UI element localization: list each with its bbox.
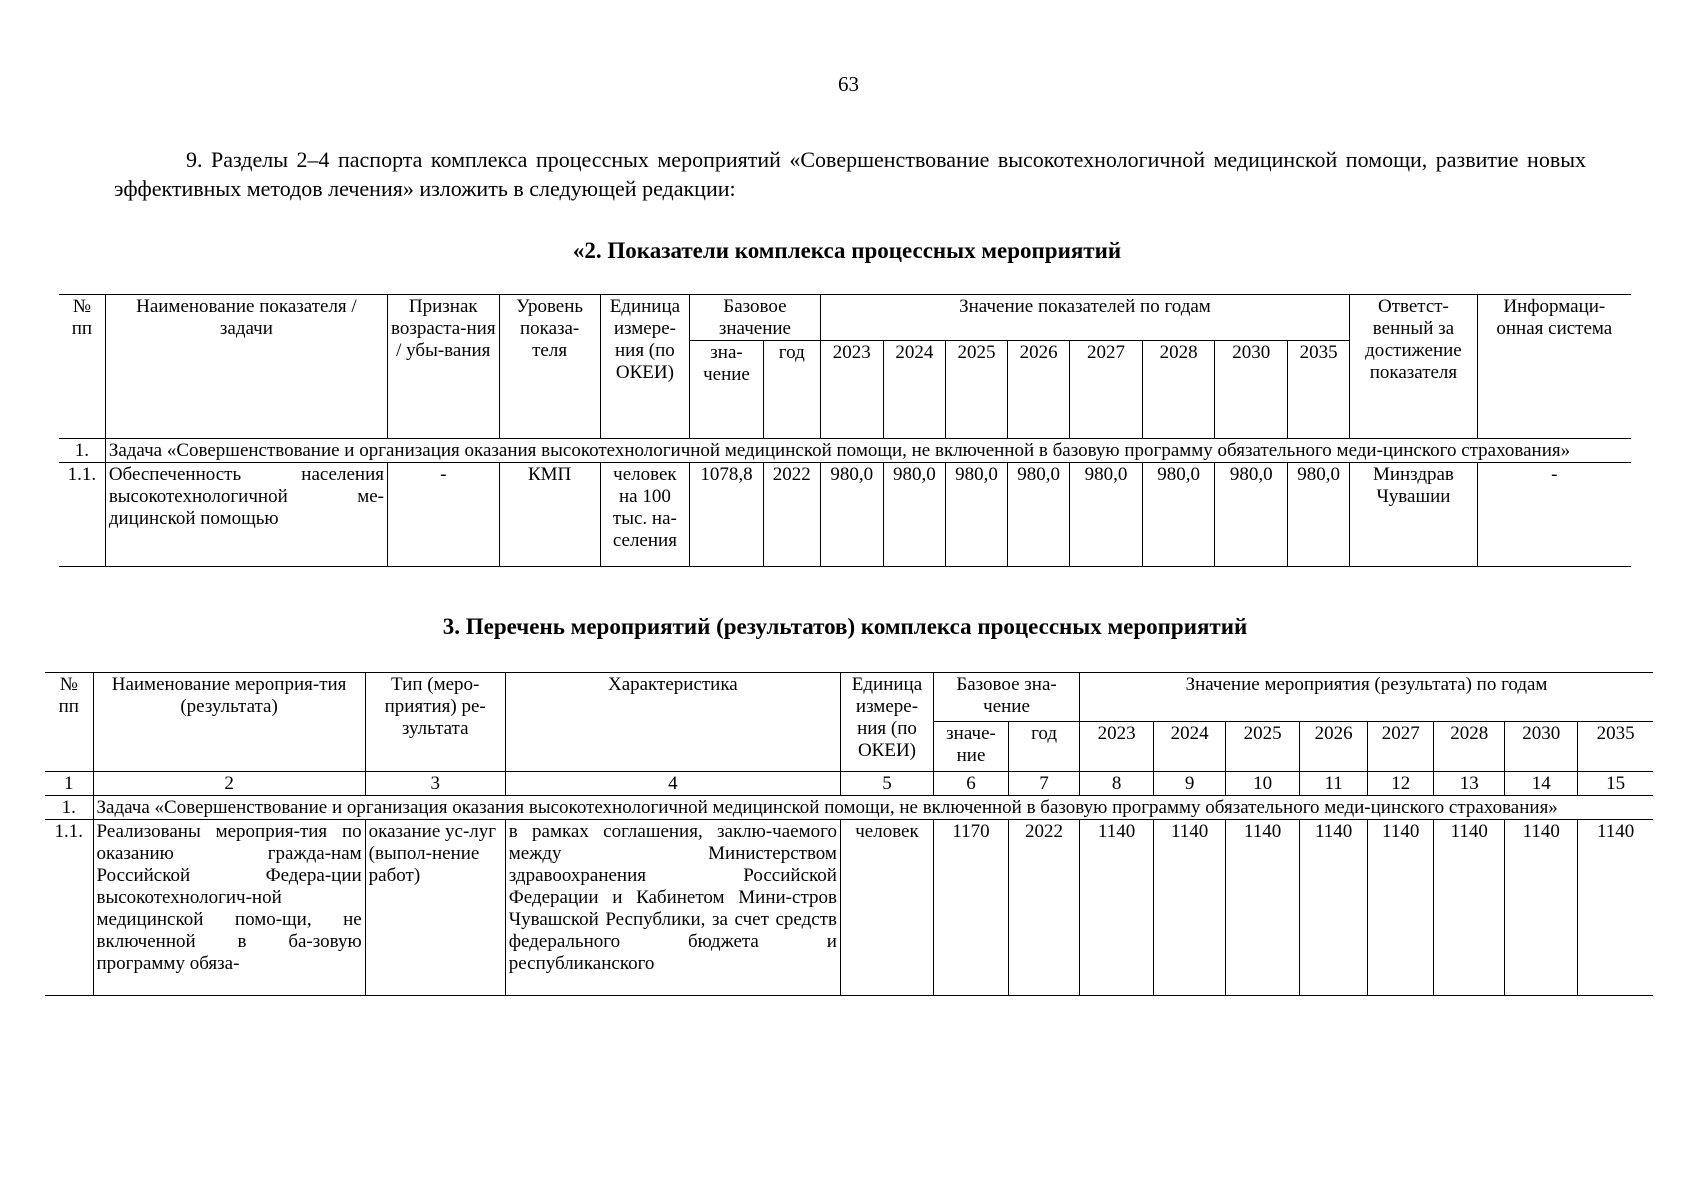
header-year: 2026 bbox=[1300, 722, 1368, 772]
col-number: 5 bbox=[840, 772, 933, 796]
header-year: 2028 bbox=[1434, 722, 1505, 772]
header-info-system: Информаци-онная система bbox=[1477, 295, 1631, 439]
section2-title: «2. Показатели комплекса процессных мероприятий bbox=[572, 238, 1122, 263]
row-value: 1140 bbox=[1505, 820, 1578, 996]
task-text: Задача «Совершенствование и организация оказания высокотехнологичной медицинской помощи, не включенной в базовую программу обязательного меди-цинского страхования» bbox=[93, 796, 1653, 820]
header-year: 2035 bbox=[1288, 341, 1350, 439]
col-number: 3 bbox=[365, 772, 505, 796]
row-value: 980,0 bbox=[1008, 463, 1070, 567]
header-year: 2023 bbox=[820, 341, 883, 439]
header-base-year: год bbox=[763, 341, 820, 439]
header-type: Тип (меро-приятия) ре-зультата bbox=[365, 673, 505, 772]
section3-title: 3. Перечень мероприятий (результатов) комплекса процессных мероприятий bbox=[442, 614, 1248, 639]
header-years-title: Значение показателей по годам bbox=[820, 295, 1350, 341]
header-year: 2025 bbox=[1226, 722, 1300, 772]
task-row bbox=[45, 796, 1653, 820]
header-name: Наименование показателя / задачи bbox=[105, 295, 387, 439]
col-number: 13 bbox=[1434, 772, 1505, 796]
header-responsible: Ответст-венный за достижение показателя bbox=[1350, 295, 1477, 439]
col-number: 8 bbox=[1080, 772, 1154, 796]
row-unit: человек на 100 тыс. на-селения bbox=[600, 463, 689, 567]
row-value: 980,0 bbox=[1288, 463, 1350, 567]
col-number: 4 bbox=[505, 772, 840, 796]
header-base-value: значе-ние bbox=[934, 722, 1009, 772]
row-value: 1140 bbox=[1300, 820, 1368, 996]
intro-paragraph: 9. Разделы 2–4 паспорта комплекса процессных мероприятий «Совершенствование высокотехнологичной медицинской помощи, развитие новых эффективных методов лечения» изложить в следующей редакции: bbox=[114, 147, 1586, 201]
row-name: Обеспеченность населения высокотехнологичной ме-дицинской помощью bbox=[105, 463, 387, 567]
row-value: 1140 bbox=[1080, 820, 1154, 996]
page-number: 63 bbox=[838, 72, 859, 96]
row-sign: - bbox=[387, 463, 499, 567]
row-value: 1140 bbox=[1226, 820, 1300, 996]
header-year: 2030 bbox=[1505, 722, 1578, 772]
row-type: оказание ус-луг (выпол-нение работ) bbox=[365, 820, 505, 996]
activities-table bbox=[45, 672, 1653, 996]
table-row bbox=[45, 820, 1653, 996]
row-num: 1.1. bbox=[45, 820, 93, 996]
col-number: 12 bbox=[1368, 772, 1434, 796]
header-year: 2030 bbox=[1215, 341, 1288, 439]
header-base-value: зна-чение bbox=[690, 341, 764, 439]
task-num: 1. bbox=[45, 796, 93, 820]
header-name: Наименование мероприя-тия (результата) bbox=[93, 673, 365, 772]
header-year: 2023 bbox=[1080, 722, 1154, 772]
col-number: 11 bbox=[1300, 772, 1368, 796]
row-value: 980,0 bbox=[945, 463, 1007, 567]
col-number: 6 bbox=[934, 772, 1009, 796]
header-characteristic: Характеристика bbox=[505, 673, 840, 772]
col-number: 14 bbox=[1505, 772, 1578, 796]
row-name: Реализованы мероприя-тия по оказанию гражда-нам Российской Федера-ции высокотехнологич-ной медицинской помо-щи, не включенной в ба-зовую программу обяза- bbox=[93, 820, 365, 996]
header-year: 2024 bbox=[883, 341, 945, 439]
header-unit: Единица измере-ния (по ОКЕИ) bbox=[840, 673, 933, 772]
row-num: 1.1. bbox=[59, 463, 105, 567]
col-number: 1 bbox=[45, 772, 93, 796]
task-row bbox=[59, 439, 1631, 463]
table-row bbox=[59, 463, 1631, 567]
row-base-year: 2022 bbox=[763, 463, 820, 567]
row-unit: человек bbox=[840, 820, 933, 996]
row-value: 980,0 bbox=[820, 463, 883, 567]
row-value: 1140 bbox=[1154, 820, 1226, 996]
col-number: 15 bbox=[1578, 772, 1653, 796]
col-number: 7 bbox=[1009, 772, 1080, 796]
header-base: Базовое зна-чение bbox=[934, 673, 1080, 722]
header-year: 2028 bbox=[1142, 341, 1215, 439]
header-sign: Признак возраста-ния / убы-вания bbox=[387, 295, 499, 439]
task-num: 1. bbox=[59, 439, 105, 463]
row-value: 1140 bbox=[1434, 820, 1505, 996]
row-base-value: 1170 bbox=[934, 820, 1009, 996]
header-base: Базовое значение bbox=[690, 295, 821, 341]
indicators-table bbox=[59, 294, 1631, 567]
header-num: № пп bbox=[59, 295, 105, 439]
row-value: 980,0 bbox=[1215, 463, 1288, 567]
header-year: 2024 bbox=[1154, 722, 1226, 772]
row-info-system: - bbox=[1477, 463, 1631, 567]
row-responsible: Минздрав Чувашии bbox=[1350, 463, 1477, 567]
header-year: 2026 bbox=[1008, 341, 1070, 439]
header-num: № пп bbox=[45, 673, 93, 772]
header-year: 2027 bbox=[1368, 722, 1434, 772]
header-unit: Единица измере-ния (по ОКЕИ) bbox=[600, 295, 689, 439]
header-base-year: год bbox=[1009, 722, 1080, 772]
row-base-value: 1078,8 bbox=[690, 463, 764, 567]
row-value: 980,0 bbox=[1142, 463, 1215, 567]
row-base-year: 2022 bbox=[1009, 820, 1080, 996]
row-characteristic: в рамках соглашения, заклю-чаемого между Министерством здравоохранения Российской Федерации и Кабинетом Мини-стров Чувашской Республики, за счет средств федерального бюджета и республиканского bbox=[505, 820, 840, 996]
col-number: 9 bbox=[1154, 772, 1226, 796]
header-year: 2027 bbox=[1070, 341, 1143, 439]
row-value: 1140 bbox=[1368, 820, 1434, 996]
row-value: 980,0 bbox=[1070, 463, 1143, 567]
col-number: 10 bbox=[1226, 772, 1300, 796]
column-numbers-row bbox=[45, 772, 1653, 796]
header-level: Уровень показа-теля bbox=[499, 295, 600, 439]
row-value: 1140 bbox=[1578, 820, 1653, 996]
col-number: 2 bbox=[93, 772, 365, 796]
row-value: 980,0 bbox=[883, 463, 945, 567]
task-text: Задача «Совершенствование и организация оказания высокотехнологичной медицинской помощи, не включенной в базовую программу обязательного меди-цинского страхования» bbox=[105, 439, 1631, 463]
row-level: КМП bbox=[499, 463, 600, 567]
header-years-title: Значение мероприятия (результата) по годам bbox=[1080, 673, 1653, 722]
header-year: 2025 bbox=[945, 341, 1007, 439]
header-year: 2035 bbox=[1578, 722, 1653, 772]
